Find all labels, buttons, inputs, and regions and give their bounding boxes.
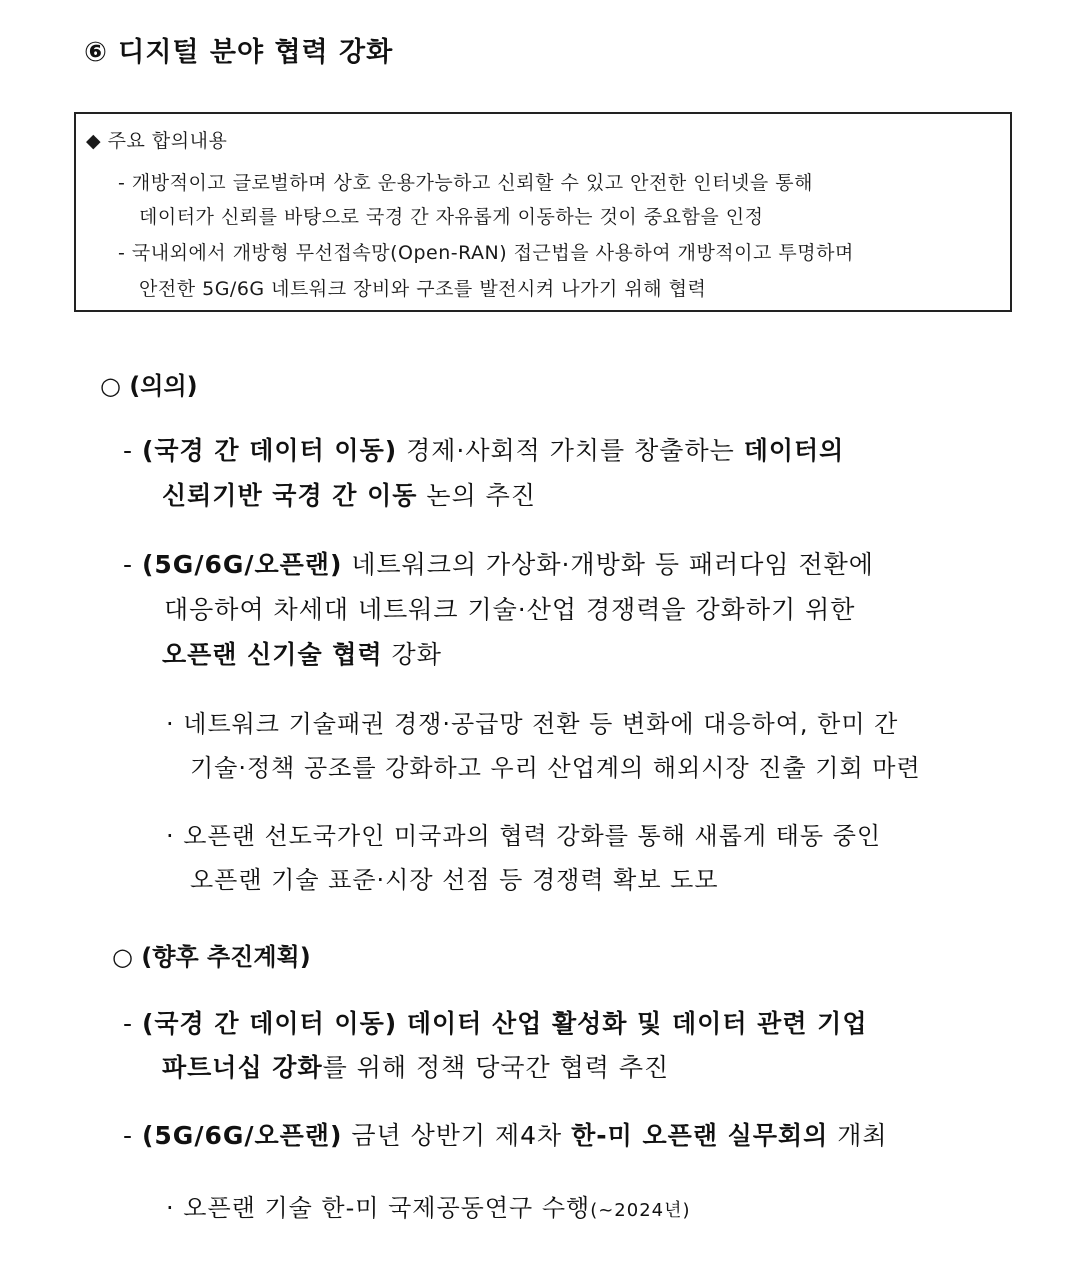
plan-oran-bold: 한-미 오픈랜 실무회의 (571, 1121, 829, 1150)
significance-data-flow-line-1 (123, 431, 844, 467)
dash: - (123, 550, 134, 579)
plan-bullet-text: · 오픈랜 기술 한-미 국제공동연구 수행 (166, 1194, 591, 1222)
plan-data-flow-bold: 파트너십 강화 (162, 1053, 323, 1082)
significance-bullet-2-line-2: 오픈랜 기술 표준·시장 선점 등 경쟁력 확보 도모 (190, 866, 719, 894)
plan-oran-tag: (5G/6G/오픈랜) (141, 1121, 343, 1150)
oran-bold: 오픈랜 신기술 협력 (162, 640, 383, 669)
section-title: ⑥ 디지털 분야 협력 강화 (84, 37, 394, 68)
summary-item-2-line-2: 안전한 5G/6G 네트워크 장비와 구조를 발전시켜 나가기 위해 협력 (139, 278, 707, 300)
significance-data-flow-line-2 (162, 476, 536, 512)
oran-tag: (5G/6G/오픈랜) (141, 550, 343, 579)
data-flow-text: 논의 추진 (417, 481, 536, 510)
summary-item-2-line-1: - 국내외에서 개방형 무선접속망(Open-RAN) 접근법을 사용하여 개방적이고 투명하며 (118, 242, 854, 264)
data-flow-bold: 데이터의 (743, 436, 845, 465)
significance-bullet-1-line-2: 기술·정책 공조를 강화하고 우리 산업계의 해외시장 진출 기회 마련 (190, 754, 921, 782)
summary-box-header: ◆ 주요 합의내용 (86, 130, 228, 152)
dash: - (123, 1121, 134, 1150)
oran-text: 네트워크의 가상화·개방화 등 패러다임 전환에 (342, 550, 874, 579)
plan-data-flow-line-2 (162, 1048, 669, 1084)
dash: - (123, 436, 134, 465)
significance-oran-line-2: 대응하여 차세대 네트워크 기술·산업 경쟁력을 강화하기 위한 (164, 595, 856, 624)
plan-oran-text: 개최 (828, 1121, 888, 1150)
summary-item-1-line-2: 데이터가 신뢰를 바탕으로 국경 간 자유롭게 이동하는 것이 중요함을 인정 (139, 206, 764, 228)
significance-heading: ○ (의의) (100, 372, 198, 400)
significance-oran-line-1 (123, 545, 874, 581)
plan-heading: ○ (향후 추진계획) (112, 943, 311, 971)
significance-oran-line-3 (162, 635, 442, 671)
dash: - (123, 1009, 134, 1038)
plan-bullet-period: (~2024년) (590, 1200, 691, 1221)
significance-bullet-1-line-1: · 네트워크 기술패권 경쟁·공급망 전환 등 변화에 대응하여, 한미 간 (166, 710, 899, 738)
plan-data-flow-bold: (국경 간 데이터 이동) 데이터 산업 활성화 및 데이터 관련 기업 (141, 1009, 868, 1038)
data-flow-bold: 신뢰기반 국경 간 이동 (162, 481, 418, 510)
significance-bullet-2-line-1: · 오픈랜 선도국가인 미국과의 협력 강화를 통해 새롭게 태동 중인 (166, 822, 882, 850)
data-flow-tag: (국경 간 데이터 이동) (141, 436, 398, 465)
summary-item-1-line-1: - 개방적이고 글로벌하며 상호 운용가능하고 신뢰할 수 있고 안전한 인터넷을 통해 (118, 172, 813, 194)
plan-oran-line (123, 1116, 888, 1152)
plan-data-flow-line-1 (123, 1004, 867, 1040)
plan-data-flow-text: 를 위해 정책 당국간 협력 추진 (322, 1053, 670, 1082)
data-flow-text: 경제·사회적 가치를 창출하는 (397, 436, 744, 465)
plan-oran-text: 금년 상반기 제4차 (342, 1121, 572, 1150)
plan-bullet-line (166, 1188, 691, 1223)
oran-text: 강화 (382, 640, 442, 669)
